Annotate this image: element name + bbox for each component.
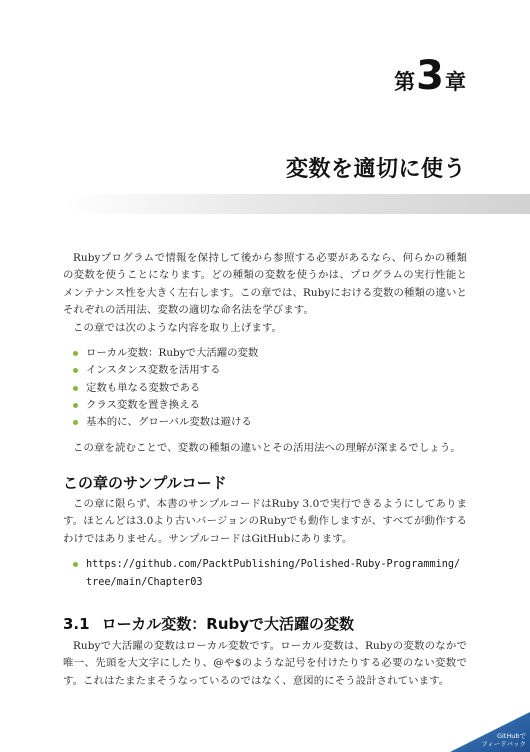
bullet-icon	[73, 562, 78, 567]
topic-text: クラス変数を置き換える	[86, 398, 200, 411]
sample-code-heading: この章のサンプルコード	[63, 474, 227, 492]
topic-text: インスタンス変数を活用する	[86, 364, 221, 377]
feedback-line-1[interactable]: GitHubで	[496, 732, 526, 740]
sample-code-paragraph: この章に限らず、本書のサンプルコードはRuby 3.0で実行できるようにしてあります。ほとんどは3.0より古いバージョンのRubyでも動作しますが、すべてが動作するわけではありません。サンプルコードはGitHubにあります。	[63, 498, 467, 545]
intro-paragraph: Rubyプログラムで情報を保持して後から参照する必要があるなら、何らかの種類の変数を使うことになります。どの種類の変数を使うかは、プログラムの実行性能とメンテナンス性を大きく左右します。この章では、Rubyにおける変数の種類の違いとそれぞれの活用法、変数の適切な命名法を学びます。	[63, 252, 467, 316]
bullet-icon	[73, 420, 78, 425]
list-item	[73, 345, 473, 362]
title-underline-bar	[63, 194, 530, 214]
feedback-link[interactable]	[481, 732, 526, 748]
section-number: 3.1	[63, 615, 90, 633]
github-link-line-1[interactable]: https://github.com/PacktPublishing/Polished-Ruby-Programming/	[86, 559, 461, 570]
chapter-title: 変数を適切に使う	[285, 157, 466, 182]
chapter-suffix: 章	[445, 70, 466, 94]
chapter-label	[394, 53, 466, 99]
section-3-1-heading	[63, 613, 354, 634]
bullet-icon	[73, 351, 78, 356]
topics-list	[73, 345, 473, 431]
list-item	[73, 362, 473, 379]
list-item	[73, 414, 473, 431]
github-link[interactable]	[73, 556, 486, 591]
section-title: ローカル変数：Rubyで大活躍の変数	[101, 615, 355, 633]
topic-text: ローカル変数：Rubyで大活躍の変数	[86, 347, 259, 359]
github-link-line-2[interactable]: tree/main/Chapter03	[86, 576, 203, 588]
list-item	[73, 380, 473, 397]
bullet-icon	[73, 368, 78, 373]
section-3-1-paragraph: Rubyで大活躍の変数はローカル変数です。ローカル変数は、Rubyの変数のなかで唯一、先頭を大文字にしたり、@や$のような記号を付けたりする必要のない変数です。これはたまたまそうなっているのではなく、意図的にそう設計されています。	[63, 640, 467, 687]
bullet-icon	[73, 386, 78, 391]
chapter-prefix: 第	[394, 70, 416, 94]
list-item	[73, 397, 473, 414]
topic-text: 定数も単なる変数である	[86, 381, 201, 394]
topic-text: 基本的に、グローバル変数は避ける	[86, 416, 252, 429]
bullet-icon	[73, 403, 78, 408]
chapter-number: 3	[416, 53, 444, 99]
feedback-line-2[interactable]: フィードバック	[481, 740, 526, 748]
covers-lead-text: この章では次のような内容を取り上げます。	[73, 322, 282, 334]
outro-paragraph: この章を読むことで、変数の種類の違いとその活用法への理解が深まるでしょう。	[73, 442, 461, 454]
